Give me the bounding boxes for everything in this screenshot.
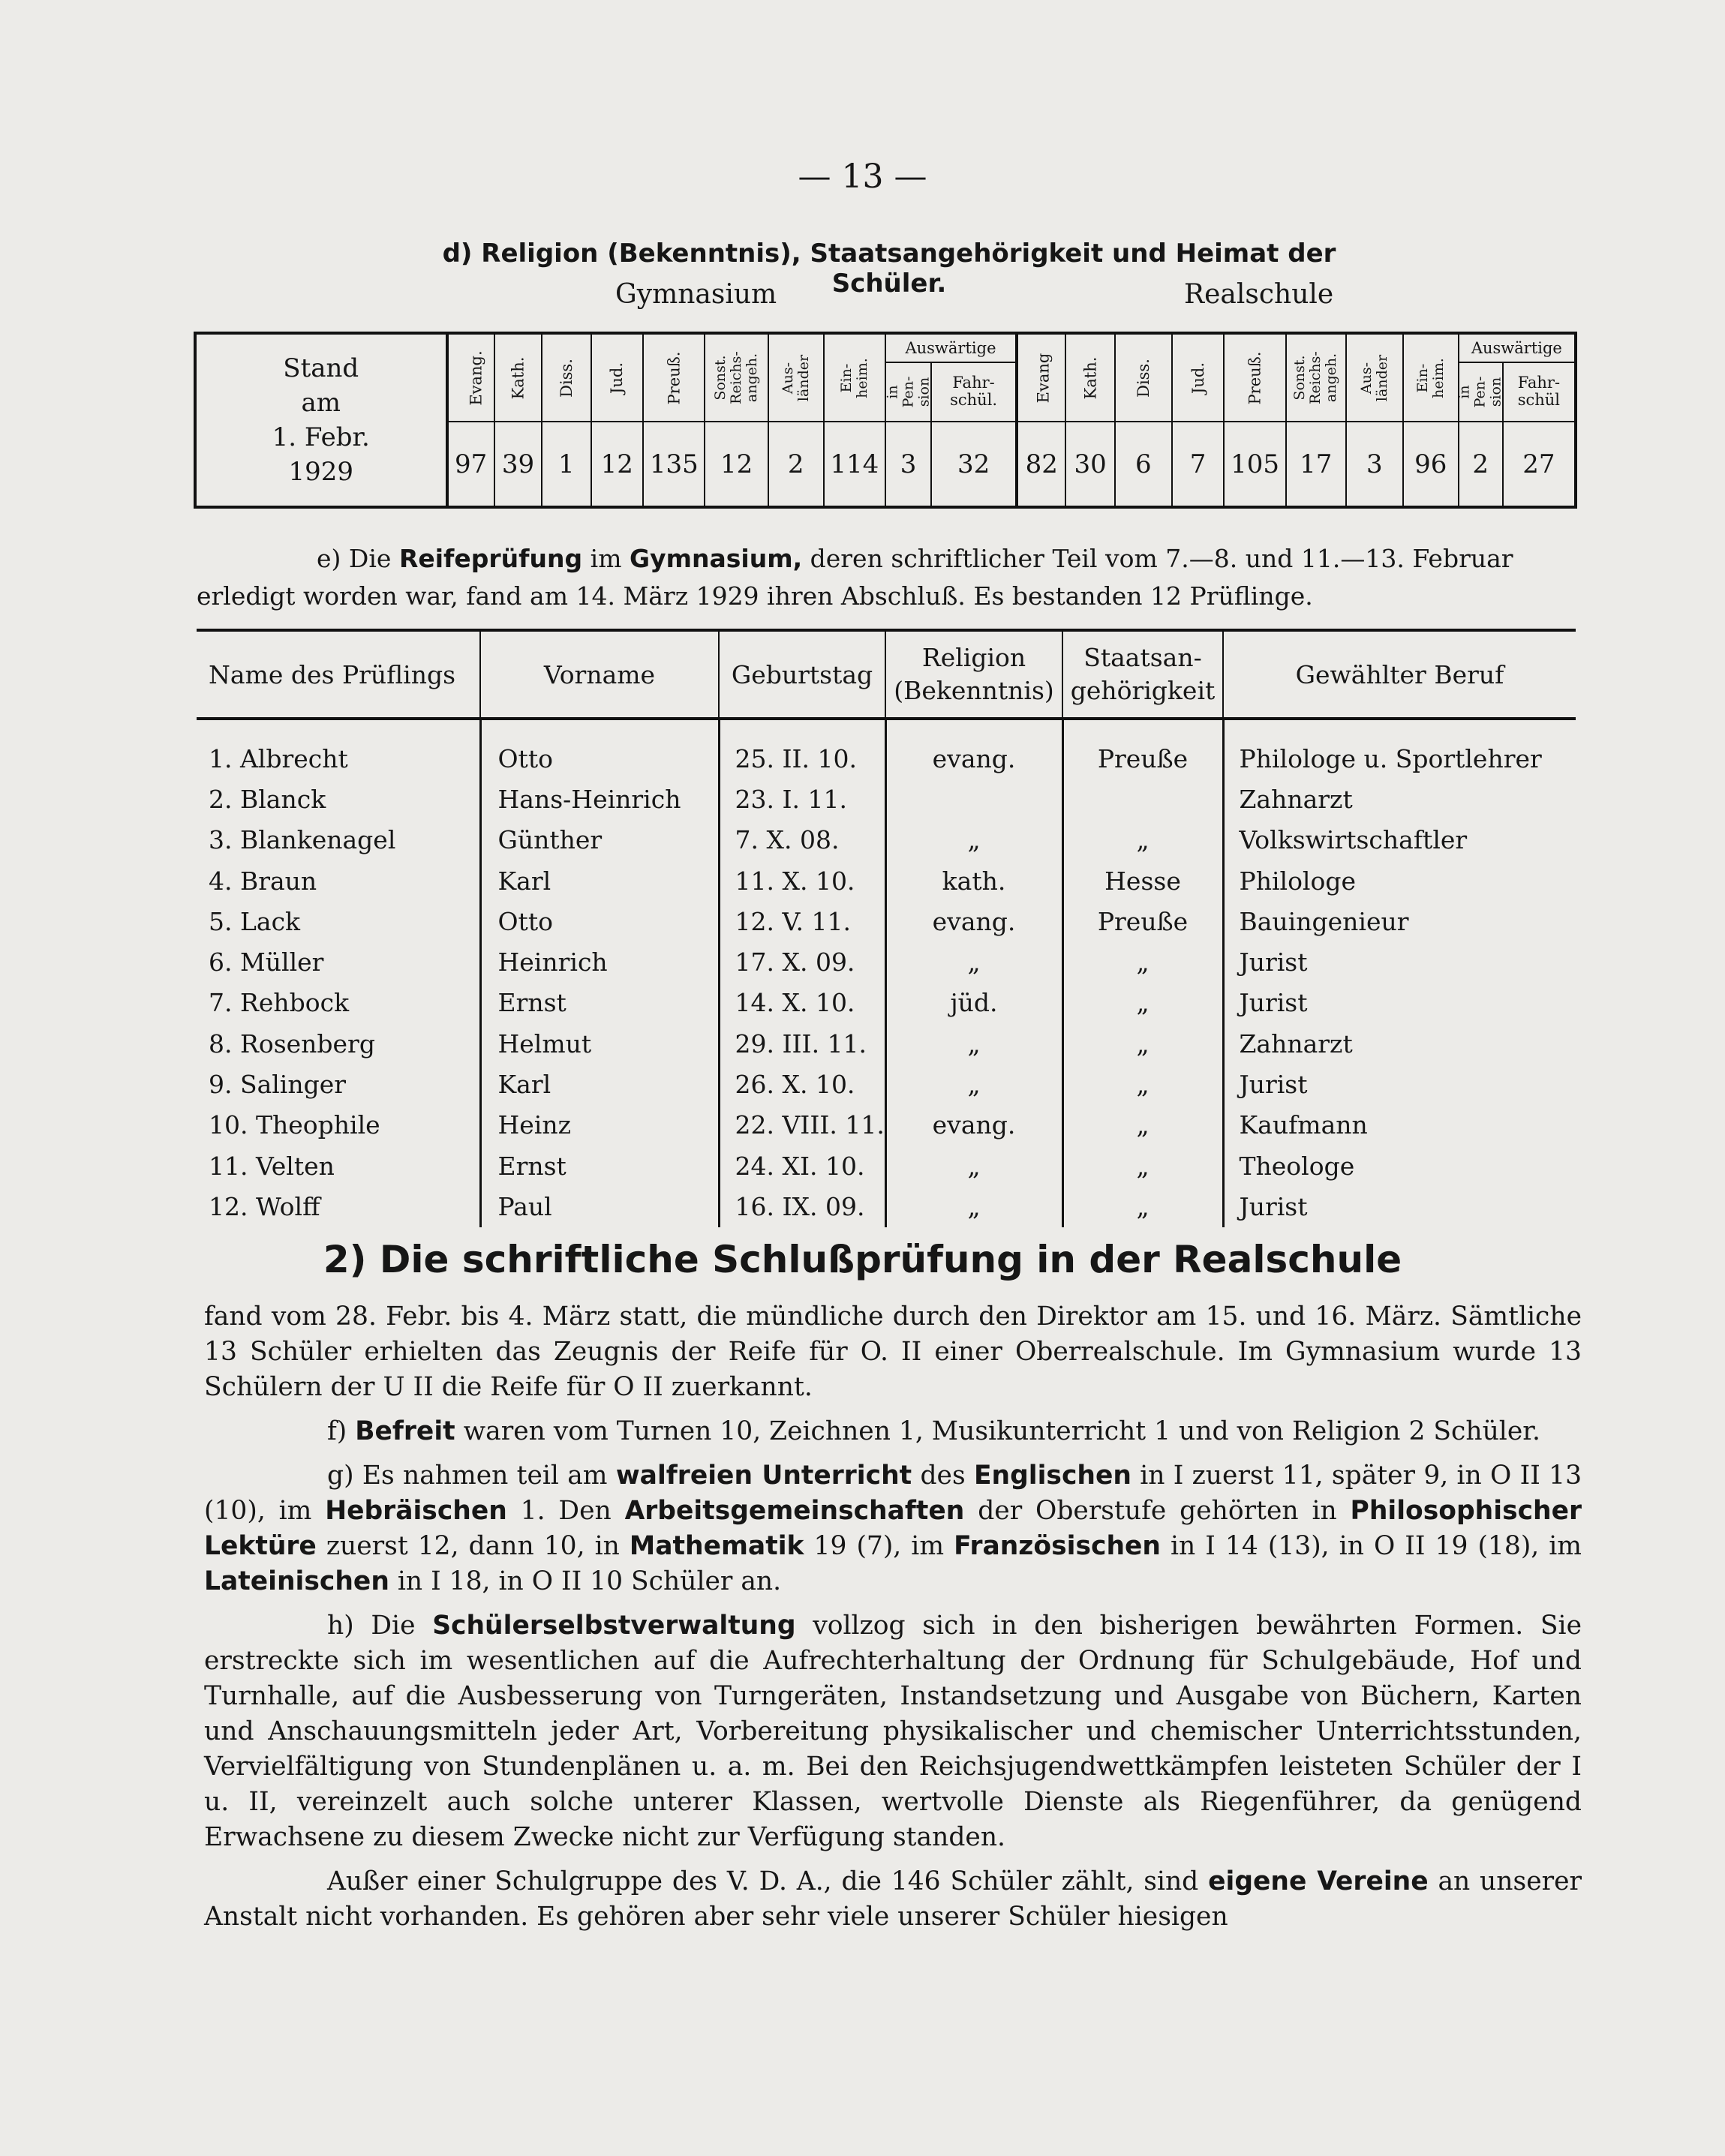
- auswaertige-header-gym: Auswärtige: [885, 333, 1017, 362]
- table-cell: Jurist: [1223, 1064, 1576, 1104]
- table-cell: Hesse: [1062, 860, 1223, 901]
- table-cell: Theologe: [1223, 1146, 1576, 1186]
- col-header: Fahr- schül: [1503, 362, 1576, 422]
- table-cell: „: [1062, 1064, 1223, 1104]
- section-e-paragraph: e) Die Reifeprüfung im Gymnasium, deren schriftlicher Teil vom 7.—8. und 11.—13. Februar erledigt worden war, fand am 14. März 1929 ihren Abschluß. Es bestanden 12 Prüflinge.: [197, 544, 1513, 611]
- table-row: [197, 1105, 1576, 1146]
- table-cell: evang.: [885, 901, 1062, 941]
- value-cell: 7: [1172, 422, 1225, 507]
- col-header: in Pen- sion: [1459, 362, 1503, 422]
- value-cell: 27: [1503, 422, 1576, 507]
- table-row: [197, 941, 1576, 982]
- value-cell: 39: [494, 422, 542, 507]
- col-header: Ein- heim.: [1403, 333, 1459, 422]
- table-cell: Günther: [480, 820, 719, 860]
- header-staatsangehoerigkeit: Staatsan- gehörigkeit: [1062, 630, 1223, 719]
- table-cell: Karl: [480, 860, 719, 901]
- section-2-heading: 2) Die schriftliche Schlußprüfung in der Realschule: [323, 1238, 1402, 1281]
- table-cell: „: [885, 1186, 1062, 1227]
- table-row: [197, 1186, 1576, 1227]
- col-header: Jud.: [1172, 333, 1225, 422]
- table-cell: 26. X. 10.: [719, 1064, 885, 1104]
- table-cell: 8. Rosenberg: [209, 1028, 375, 1058]
- header-religion: Religion (Bekenntnis): [885, 630, 1062, 719]
- col-header: Aus- länder: [768, 333, 824, 422]
- table-cell: 4. Braun: [209, 866, 317, 896]
- header-geburtstag: Geburtstag: [719, 630, 885, 719]
- table-cell: Jurist: [1223, 1186, 1576, 1227]
- table-cell: Jurist: [1223, 941, 1576, 982]
- table-cell: „: [885, 941, 1062, 982]
- col-header: Preuß.: [643, 333, 705, 422]
- table-row: [197, 1064, 1576, 1104]
- col-header: Fahr- schül.: [931, 362, 1017, 422]
- table-cell: Zahnarzt: [1223, 1023, 1576, 1064]
- page-number: — 13 —: [798, 158, 927, 196]
- table-cell: 10. Theophile: [209, 1110, 380, 1140]
- value-cell: 30: [1065, 422, 1114, 507]
- table-cell: „: [1062, 983, 1223, 1023]
- table-cell: Hans-Heinrich: [480, 779, 719, 819]
- table-row: [197, 1023, 1576, 1064]
- table-cell: 7. Rehbock: [209, 988, 350, 1018]
- table-cell: kath.: [885, 860, 1062, 901]
- section-h-paragraph: h) Die Schülerselbstverwaltung vollzog sich in den bisherigen bewährten Formen. Sie erstreckte sich im wesentlichen auf die Aufrechterhaltung der Ordnung für Schulgebäude, Hof und Turnhalle, auf die Ausbesserung von Turngeräten, Instandsetzung und Ausgabe von Büchern, Karten und Anschauungsmitteln jeder Art, Vorbereitung physikalischer und chemischer Unterrichtsstunden, Vervielfältigung von Stundenplänen u. a. m. Bei den Reichsjugendwettkämpfen leisteten Schüler der I u. II, vereinzelt auch solche unterer Klassen, wertvolle Dienste als Riegenführer, da genügend Erwachsene zu diesem Zwecke nicht zur Verfügung standen.: [204, 1611, 1582, 1852]
- table-cell: Preuße: [1062, 901, 1223, 941]
- table-cell: evang.: [885, 719, 1062, 779]
- religion-statistics-table: [194, 332, 1577, 509]
- value-cell: 2: [1459, 422, 1503, 507]
- table-cell: „: [885, 820, 1062, 860]
- table-cell: evang.: [885, 1105, 1062, 1146]
- header-name: Name des Prüflings: [197, 630, 480, 719]
- value-cell: 114: [824, 422, 885, 507]
- header-vorname: Vorname: [480, 630, 719, 719]
- value-cell: 96: [1403, 422, 1459, 507]
- table-row: [197, 983, 1576, 1023]
- value-cell: 2: [768, 422, 824, 507]
- table-cell: Kaufmann: [1223, 1105, 1576, 1146]
- table-cell: 6. Müller: [209, 947, 324, 977]
- value-cell: 12: [591, 422, 644, 507]
- table-cell: „: [1062, 941, 1223, 982]
- col-header: Aus- länder: [1346, 333, 1403, 422]
- table-cell: 24. XI. 10.: [719, 1146, 885, 1186]
- table-row: [197, 1146, 1576, 1186]
- table-cell: Ernst: [480, 983, 719, 1023]
- table-cell: 12. V. 11.: [719, 901, 885, 941]
- table-cell: 25. II. 10.: [719, 719, 885, 779]
- group-realschule-label: Realschule: [1184, 279, 1334, 310]
- table-cell: 5. Lack: [209, 906, 301, 936]
- table-cell: Helmut: [480, 1023, 719, 1064]
- table-cell: 23. I. 11.: [719, 779, 885, 819]
- section-d-title: d) Religion (Bekenntnis), Staatsangehörigkeit und Heimat der Schüler.: [442, 239, 1336, 299]
- table-cell: 29. III. 11.: [719, 1023, 885, 1064]
- table-cell: „: [885, 1146, 1062, 1186]
- col-header: Kath.: [494, 333, 542, 422]
- table-cell: Heinz: [480, 1105, 719, 1146]
- table-row: [197, 779, 1576, 819]
- col-header: Preuß.: [1224, 333, 1285, 422]
- table-cell: 3. Blankenagel: [209, 825, 396, 855]
- table-row: [197, 901, 1576, 941]
- value-cell: 3: [885, 422, 931, 507]
- table-cell: Heinrich: [480, 941, 719, 982]
- table-row: [197, 820, 1576, 860]
- stand-label: Stand am 1. Febr. 1929: [195, 333, 447, 507]
- final-paragraph: Außer einer Schulgruppe des V. D. A., die 146 Schüler zählt, sind eigene Vereine an unserer Anstalt nicht vorhanden. Es gehören aber sehr viele unserer Schüler hiesigen: [204, 1866, 1582, 1932]
- table-cell: Zahnarzt: [1223, 779, 1576, 819]
- table-cell: Philologe u. Sportlehrer: [1223, 719, 1576, 779]
- table-cell: 9. Salinger: [209, 1070, 347, 1100]
- table-cell: „: [1062, 1146, 1223, 1186]
- section-f-paragraph: f) Befreit waren vom Turnen 10, Zeichnen 1, Musikunterricht 1 und von Religion 2 Schüler.: [327, 1416, 1540, 1446]
- header-beruf: Gewählter Beruf: [1223, 630, 1576, 719]
- col-header: Kath.: [1065, 333, 1114, 422]
- group-gymnasium-label: Gymnasium: [615, 279, 777, 310]
- col-header: in Pen- sion: [885, 362, 931, 422]
- table-cell: Paul: [480, 1186, 719, 1227]
- table-cell: 14. X. 10.: [719, 983, 885, 1023]
- table-cell: [1062, 779, 1223, 819]
- table-cell: Karl: [480, 1064, 719, 1104]
- table-row: [197, 719, 1576, 779]
- table-cell: 7. X. 08.: [719, 820, 885, 860]
- section-2-intro: fand vom 28. Febr. bis 4. März statt, die mündliche durch den Direktor am 15. und 16. März. Sämtliche 13 Schüler erhielten das Zeugnis der Reife für O. II einer Oberrealschule. Im Gymnasium wurde 13 Schülern der U II die Reife für O II zuerkannt.: [204, 1302, 1582, 1402]
- value-cell: 1: [542, 422, 591, 507]
- auswaertige-header-real: Auswärtige: [1459, 333, 1576, 362]
- value-cell: 97: [447, 422, 494, 507]
- value-cell: 82: [1017, 422, 1065, 507]
- col-header: Diss.: [1115, 333, 1172, 422]
- table-cell: Bauingenieur: [1223, 901, 1576, 941]
- section-g-paragraph: g) Es nahmen teil am walfreien Unterricht des Englischen in I zuerst 11, später 9, in O II 13 (10), im Hebräischen 1. Den Arbeitsgemeinschaften der Oberstufe gehörten in Philosophischer Lektüre zuerst 12, dann 10, in Mathematik 19 (7), im Französischen in I 14 (13), in O II 19 (18), im Lateinischen in I 18, in O II 10 Schüler an.: [204, 1461, 1582, 1596]
- table-cell: Jurist: [1223, 983, 1576, 1023]
- col-header: Diss.: [542, 333, 591, 422]
- body-text: [204, 1299, 1582, 1944]
- table-cell: „: [885, 1064, 1062, 1104]
- table-cell: Otto: [480, 719, 719, 779]
- table-cell: 22. VIII. 11.: [719, 1105, 885, 1146]
- table-cell: „: [885, 1023, 1062, 1064]
- value-cell: 12: [705, 422, 768, 507]
- col-header: Jud.: [591, 333, 644, 422]
- table-cell: „: [1062, 820, 1223, 860]
- table-cell: Philologe: [1223, 860, 1576, 901]
- value-cell: 17: [1286, 422, 1346, 507]
- table-cell: Ernst: [480, 1146, 719, 1186]
- value-cell: 135: [643, 422, 705, 507]
- table-cell: „: [1062, 1023, 1223, 1064]
- table-cell: 16. IX. 09.: [719, 1186, 885, 1227]
- value-cell: 32: [931, 422, 1017, 507]
- table-cell: „: [1062, 1186, 1223, 1227]
- table-cell: jüd.: [885, 983, 1062, 1023]
- value-cell: 105: [1224, 422, 1285, 507]
- col-header: Ein- heim.: [824, 333, 885, 422]
- exam-candidates-table: [197, 629, 1576, 1227]
- col-header: Evang: [1017, 333, 1065, 422]
- table-cell: 12. Wolff: [209, 1191, 320, 1221]
- table-cell: 11. X. 10.: [719, 860, 885, 901]
- table-cell: Volkswirtschaftler: [1223, 820, 1576, 860]
- col-header: Sonst. Reichs- angeh.: [1286, 333, 1346, 422]
- table-row: [197, 860, 1576, 901]
- table-cell: 2. Blanck: [209, 784, 326, 814]
- table-cell: 11. Velten: [209, 1151, 335, 1181]
- table-cell: „: [1062, 1105, 1223, 1146]
- value-cell: 3: [1346, 422, 1403, 507]
- table-cell: Otto: [480, 901, 719, 941]
- value-cell: 6: [1115, 422, 1172, 507]
- table-cell: 17. X. 09.: [719, 941, 885, 982]
- table-cell: 1. Albrecht: [209, 743, 348, 773]
- col-header: Sonst. Reichs- angeh.: [705, 333, 768, 422]
- table-cell: [885, 779, 1062, 819]
- table-cell: Preuße: [1062, 719, 1223, 779]
- col-header: Evang.: [447, 333, 494, 422]
